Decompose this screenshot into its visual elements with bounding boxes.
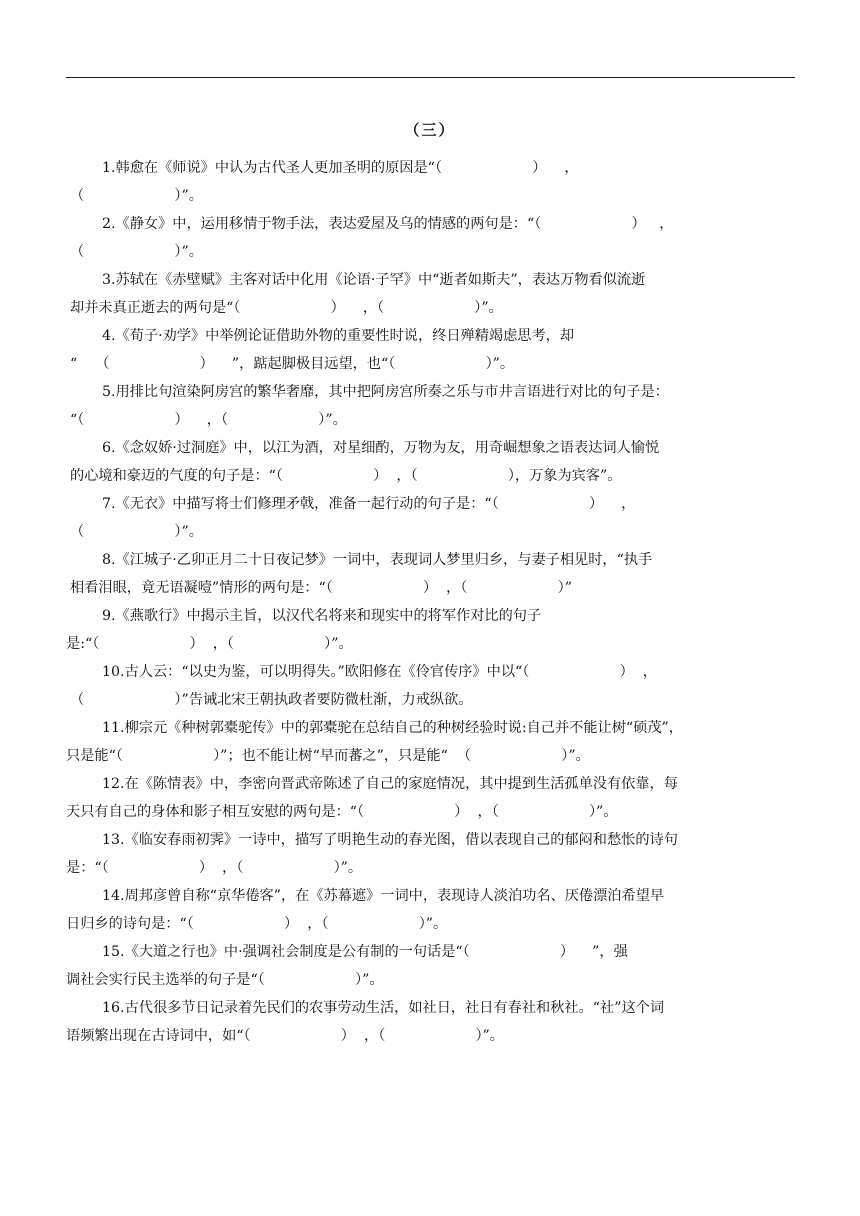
question-7-line-2: （ ）”。 [70,524,203,540]
question-12-line-2: 天只有自己的身体和影子相互安慰的两句是：“（ ） ，（ ）”。 [66,804,618,820]
header-rule [66,77,795,78]
question-9-line-1: 9.《燕歌行》中揭示主旨，以汉代名将来和现实中的将军作对比的句子 [102,608,542,624]
question-2-line-2: （ ）”。 [70,244,203,260]
question-13-line-2: 是：“（ ） ，（ ）”。 [66,860,363,876]
question-1-line-2: （ ）”。 [70,188,203,204]
question-2-line-1: 2.《静女》中，运用移情于物手法，表达爱屋及乌的情感的两句是：“（ ） ， [102,216,674,232]
question-6-line-2: 的心境和豪迈的气度的句子是：“（ ） ，（ ），万象为宾客”。 [70,468,622,484]
question-5-line-1: 5.用排比句渲染阿房宫的繁华奢靡，其中把阿房宫所奏之乐与市井言语进行对比的句子是： [102,384,669,400]
question-12-line-1: 12.在《陈情表》中，李密向晋武帝陈述了自己的家庭情况，其中提到生活孤单没有依靠，每 [102,776,678,792]
question-15-line-2: 调社会实行民主选举的句子是“（ ）”。 [66,972,384,988]
question-6-line-1: 6.《念奴娇·过洞庭》中，以江为酒，对星细酌，万物为友，用奇崛想象之语表达词人愉悦 [102,440,660,456]
question-10-line-2: （ ）”告诫北宋王朝执政者要防微杜渐，力戒纵欲。 [70,692,473,708]
question-11-line-1: 11.柳宗元《种树郭橐驼传》中的郭橐驼在总结自己的种树经验时说:自己并不能让树“硕茂”， [102,720,683,736]
question-10-line-1: 10.古人云：“以史为鉴，可以明得失。”欧阳修在《伶官传序》中以“（ ） ， [102,664,657,680]
question-4-line-2: “ （ ） ”，踮起脚极目远望，也“（ ）”。 [70,356,515,372]
question-4-line-1: 4.《荀子·劝学》中举例论证借助外物的重要性时说，终日殚精竭虑思考，却 [102,328,575,344]
question-13-line-1: 13.《临安春雨初霁》一诗中，描写了明艳生动的春光图，借以表现自己的郁闷和愁怅的诗句 [102,832,678,848]
question-16-line-2: 语频繁出现在古诗词中，如“（ ） ，（ ）”。 [66,1028,504,1044]
question-14-line-1: 14.周邦彦曾自称“京华倦客”，在《苏幕遮》一词中，表现诗人淡泊功名、厌倦漂泊希望早 [102,888,665,904]
question-5-line-2: “（ ） ，（ ）”。 [70,412,347,428]
question-9-line-2: 是:“（ ） ，（ ）”。 [66,636,353,652]
question-11-line-2: 只是能“（ ）”；也不能让树“早而蕃之”，只是能“ （ ）”。 [66,748,590,764]
question-8-line-1: 8.《江城子·乙卯正月二十日夜记梦》一词中，表现词人梦里归乡，与妻子相见时，“执手 [102,552,653,568]
question-3-line-2: 却并未真正逝去的两句是“（ ） ，（ ）”。 [70,300,503,316]
question-8-line-2: 相看泪眼，竟无语凝噎”情形的两句是：“（ ） ，（ ）” [70,580,572,596]
question-7-line-1: 7.《无衣》中描写将士们修理矛戟，准备一起行动的句子是：“（ ） ， [102,496,636,512]
question-3-line-1: 3.苏轼在《赤壁赋》主客对话中化用《论语·子罕》中“逝者如斯夫”，表达万物看似流逝 [102,272,646,288]
question-15-line-1: 15.《大道之行也》中·强调社会制度是公有制的一句话是“（ ） ”，强 [102,944,628,960]
question-14-line-2: 日归乡的诗句是：“（ ） ，（ ）”。 [66,916,448,932]
question-16-line-1: 16.古代很多节日记录着先民们的农事劳动生活，如社日，社日有春社和秋社。“社”这个词 [102,1000,665,1016]
question-1-line-1: 1.韩愈在《师说》中认为古代圣人更加圣明的原因是“（ ） ， [102,160,579,176]
section-title: （三） [404,121,456,139]
